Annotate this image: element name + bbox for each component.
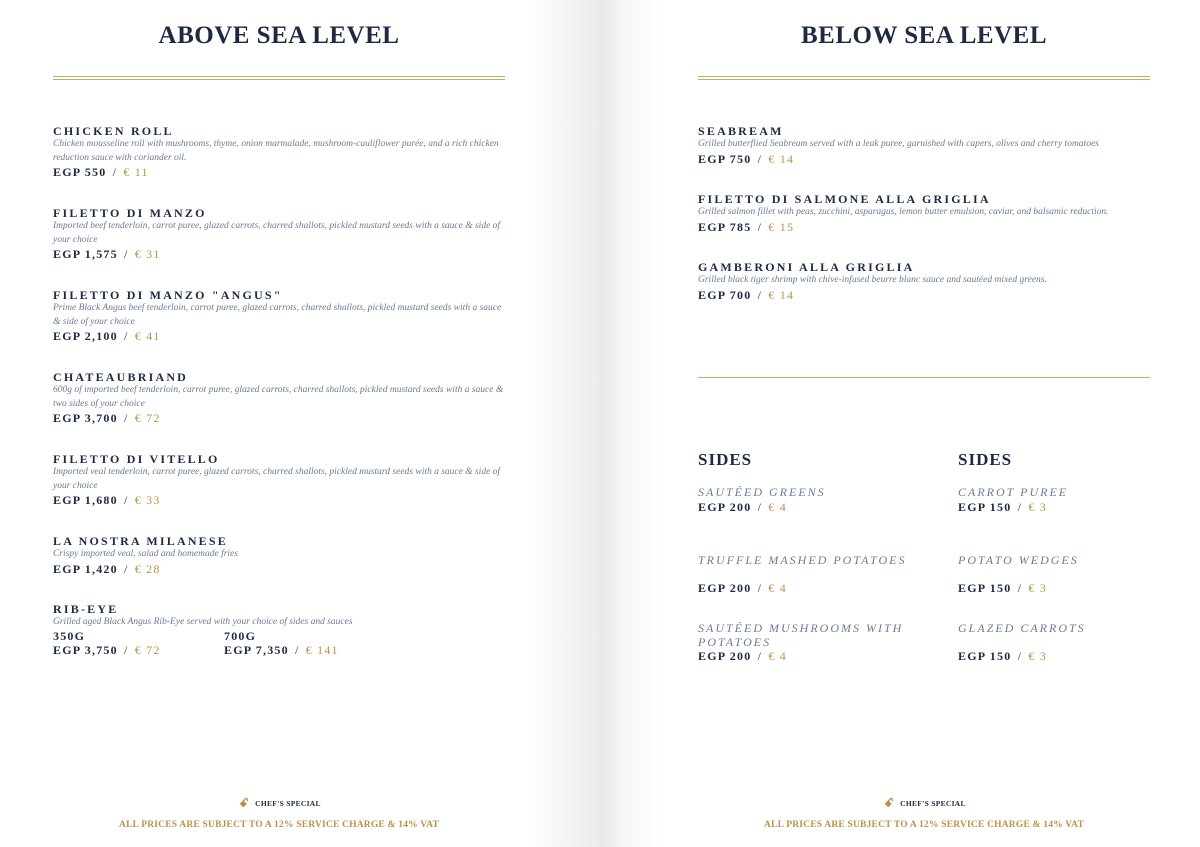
price-egp: EGP 3,700 bbox=[53, 411, 118, 425]
side-name: SAUTÉED GREENS bbox=[698, 485, 826, 499]
item-name: CHICKEN ROLL bbox=[53, 124, 174, 138]
right-menu-page bbox=[600, 0, 1200, 847]
price-eur: € 41 bbox=[134, 329, 161, 343]
side-name: GLAZED CARROTS bbox=[958, 621, 1086, 635]
price-eur: € 4 bbox=[768, 581, 787, 595]
chef-hat-icon: ꗃ bbox=[884, 796, 895, 810]
item-price: EGP 2,100 / € 41 bbox=[53, 329, 161, 343]
price-egp: EGP 150 bbox=[958, 499, 1012, 514]
price-eur: € 14 bbox=[768, 287, 795, 302]
side-price: EGP 150 / € 3 bbox=[958, 499, 1047, 514]
price-eur: € 15 bbox=[768, 219, 795, 234]
item-price: EGP 750 / € 14 bbox=[698, 151, 795, 166]
item-description: Grilled black tiger shrimp with chive-infused beurre blanc sauce and sautéed mixed greens. bbox=[698, 275, 1047, 285]
side-price: EGP 200 / € 4 bbox=[698, 499, 787, 514]
item-description: 600g of imported beef tenderloin, carrot puree, glazed carrots, charred shallots, pickled mustard seeds with a sauce & two sides of your choice bbox=[53, 385, 504, 409]
service-charge-notice: ALL PRICES ARE SUBJECT TO A 12% SERVICE CHARGE & 14% VAT bbox=[119, 820, 439, 830]
item-description: Prime Black Angus beef tenderloin, carrot puree, glazed carrots, charred shallots, pickled mustard seeds with a sauce & side of your choice bbox=[53, 303, 502, 327]
menu-items-list bbox=[698, 124, 1153, 328]
menu-item bbox=[698, 260, 1153, 310]
price-eur: € 28 bbox=[134, 561, 161, 576]
item-description: Grilled salmon fillet with peas, zucchini, asparagus, lemon butter emulsion, caviar, and balsamic reduction. bbox=[698, 207, 1109, 217]
price-egp: EGP 150 bbox=[958, 649, 1012, 663]
side-name: POTATO WEDGES bbox=[958, 553, 1079, 567]
chefs-special-legend bbox=[237, 794, 321, 812]
ribeye-option bbox=[224, 630, 395, 657]
item-name: SEABREAM bbox=[698, 124, 784, 138]
price-eur: € 3 bbox=[1028, 649, 1047, 663]
menu-item bbox=[698, 124, 1153, 174]
price-egp: EGP 1,420 bbox=[53, 561, 118, 576]
side-item bbox=[698, 622, 928, 677]
price-egp: EGP 2,100 bbox=[53, 329, 118, 343]
price-egp: EGP 7,350 bbox=[224, 642, 289, 657]
menu-item bbox=[53, 370, 508, 434]
price-eur: € 72 bbox=[134, 642, 161, 657]
item-description: Chicken mousseline roll with mushrooms, thyme, onion marmalade, mushroom-cauliflower purée, and a rich chicken reduction sauce with coriander oil. bbox=[53, 139, 499, 163]
price-egp: EGP 3,750 bbox=[53, 642, 118, 657]
price-egp: EGP 200 bbox=[698, 499, 752, 514]
item-name: LA NOSTRA MILANESE bbox=[53, 534, 228, 548]
title-divider bbox=[53, 76, 505, 80]
item-price: EGP 7,350 / € 141 bbox=[224, 642, 339, 657]
page-title: ABOVE SEA LEVEL bbox=[158, 22, 400, 49]
price-egp: EGP 700 bbox=[698, 287, 752, 302]
price-egp: EGP 785 bbox=[698, 219, 752, 234]
ribeye-option bbox=[53, 630, 224, 657]
sides-column-left bbox=[698, 450, 928, 690]
title-divider bbox=[698, 76, 1150, 80]
menu-item bbox=[53, 534, 508, 584]
menu-item bbox=[698, 192, 1153, 242]
price-egp: EGP 1,680 bbox=[53, 493, 118, 507]
chefs-special-legend bbox=[882, 794, 966, 812]
item-name: CHATEAUBRIAND bbox=[53, 370, 189, 384]
item-description: Imported beef tenderloin, carrot puree, glazed carrots, charred shallots, pickled mustard seeds with a sauce & side of your choice bbox=[53, 221, 501, 245]
side-name: TRUFFLE MASHED POTATOES bbox=[698, 553, 907, 567]
side-price: EGP 150 / € 3 bbox=[958, 581, 1047, 595]
side-name: SAUTÉED MUSHROOMS WITH POTATOES bbox=[698, 621, 904, 649]
price-eur: € 141 bbox=[305, 642, 339, 657]
price-egp: EGP 1,575 bbox=[53, 247, 118, 261]
item-description: Grilled butterflied Seabream served with a leak puree, garnished with capers, olives and cherry tomatoes bbox=[698, 139, 1099, 149]
item-price: EGP 700 / € 14 bbox=[698, 287, 795, 302]
ribeye-size-options bbox=[53, 630, 508, 657]
price-eur: € 4 bbox=[768, 499, 787, 514]
item-price: EGP 1,575 / € 31 bbox=[53, 247, 161, 261]
price-eur: € 72 bbox=[134, 411, 161, 425]
sides-title: SIDES bbox=[698, 450, 753, 469]
item-name: FILETTO DI SALMONE ALLA GRIGLIA bbox=[698, 192, 991, 206]
side-item bbox=[698, 554, 928, 609]
item-price: EGP 3,700 / € 72 bbox=[53, 411, 161, 425]
price-eur: € 31 bbox=[134, 247, 161, 261]
page-footer bbox=[53, 794, 505, 830]
section-divider bbox=[698, 377, 1150, 378]
price-eur: € 14 bbox=[768, 151, 795, 166]
item-name: FILETTO DI VITELLO bbox=[53, 452, 220, 466]
side-price: EGP 200 / € 4 bbox=[698, 649, 787, 663]
price-eur: € 33 bbox=[134, 493, 161, 507]
sides-column-right bbox=[958, 450, 1188, 690]
item-price: EGP 3,750 / € 72 bbox=[53, 642, 161, 657]
item-name: GAMBERONI ALLA GRIGLIA bbox=[698, 260, 915, 274]
side-price: EGP 150 / € 3 bbox=[958, 649, 1047, 663]
side-item bbox=[958, 622, 1188, 677]
menu-items-list bbox=[53, 124, 508, 684]
option-size: 700G bbox=[224, 628, 257, 643]
price-eur: € 11 bbox=[123, 165, 149, 179]
item-description: Crispy imported veal, salad and homemade fries bbox=[53, 549, 238, 559]
item-price: EGP 1,420 / € 28 bbox=[53, 561, 161, 576]
price-eur: € 4 bbox=[768, 649, 787, 663]
page-title: BELOW SEA LEVEL bbox=[800, 22, 1048, 49]
price-egp: EGP 150 bbox=[958, 581, 1012, 595]
page-footer bbox=[698, 794, 1150, 830]
price-egp: EGP 550 bbox=[53, 165, 107, 179]
price-egp: EGP 750 bbox=[698, 151, 752, 166]
option-size: 350G bbox=[53, 628, 86, 643]
menu-item bbox=[53, 124, 508, 188]
side-item bbox=[698, 486, 928, 541]
sides-title: SIDES bbox=[958, 450, 1013, 469]
item-price: EGP 1,680 / € 33 bbox=[53, 493, 161, 507]
side-item bbox=[958, 486, 1188, 541]
item-name: FILETTO DI MANZO bbox=[53, 206, 207, 220]
price-egp: EGP 200 bbox=[698, 581, 752, 595]
item-description: Imported veal tenderloin, carrot puree, glazed carrots, charred shallots, pickled mustard seeds with a sauce & side of your choice bbox=[53, 467, 501, 491]
service-charge-notice: ALL PRICES ARE SUBJECT TO A 12% SERVICE CHARGE & 14% VAT bbox=[764, 820, 1084, 830]
side-price: EGP 200 / € 4 bbox=[698, 581, 787, 595]
menu-item-ribeye bbox=[53, 602, 508, 666]
item-price: EGP 550 / € 11 bbox=[53, 165, 149, 179]
chefs-special-label: CHEF'S SPECIAL bbox=[255, 798, 321, 808]
menu-item bbox=[53, 206, 508, 270]
menu-item bbox=[53, 452, 508, 516]
item-name: RIB-EYE bbox=[53, 602, 119, 616]
chef-hat-icon: ꗃ bbox=[239, 796, 250, 810]
item-price: EGP 785 / € 15 bbox=[698, 219, 795, 234]
side-name: CARROT PUREE bbox=[958, 485, 1069, 499]
price-egp: EGP 200 bbox=[698, 649, 752, 663]
side-item bbox=[958, 554, 1188, 609]
item-description: Grilled aged Black Angus Rib-Eye served with your choice of sides and sauces bbox=[53, 617, 353, 627]
chefs-special-label: CHEF'S SPECIAL bbox=[900, 798, 966, 808]
item-name: FILETTO DI MANZO "ANGUS" bbox=[53, 288, 283, 302]
price-eur: € 3 bbox=[1028, 581, 1047, 595]
price-eur: € 3 bbox=[1028, 499, 1047, 514]
menu-item bbox=[53, 288, 508, 352]
